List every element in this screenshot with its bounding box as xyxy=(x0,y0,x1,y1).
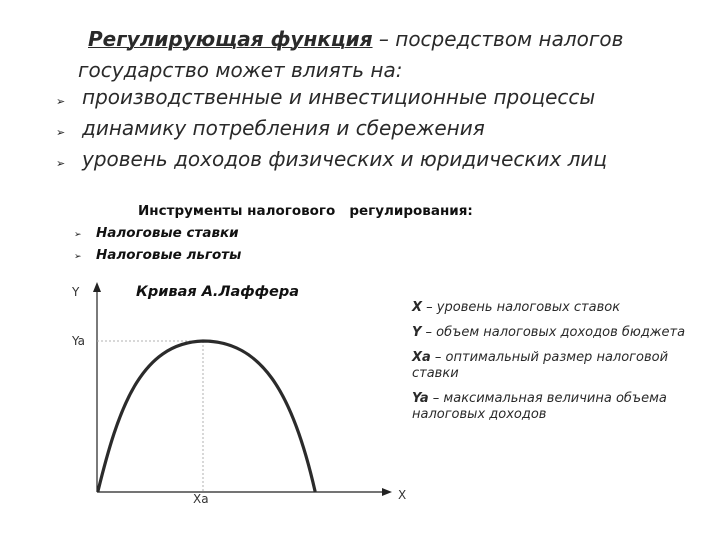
legend-key: Y xyxy=(412,325,422,340)
list-item xyxy=(56,116,696,147)
legend-item xyxy=(412,350,692,382)
legend-key: Xa xyxy=(412,350,431,365)
ya-label: Ya xyxy=(72,334,86,348)
y-axis-arrow-icon xyxy=(93,282,101,292)
list-item xyxy=(74,224,394,246)
legend-key: X xyxy=(412,300,423,315)
arrow-bullet-icon: ➢ xyxy=(56,157,66,170)
instruments-list xyxy=(74,224,394,268)
list-item xyxy=(56,147,696,178)
arrow-bullet-icon: ➢ xyxy=(56,126,66,139)
instrument-text: Налоговые льготы xyxy=(96,247,242,263)
intro-bold-term: Регулирующая функция xyxy=(88,27,373,51)
intro-paragraph xyxy=(78,24,698,86)
intro-line-1 xyxy=(78,24,698,55)
legend-key: Ya xyxy=(412,391,429,406)
legend-item xyxy=(412,391,692,423)
intro-line-2: государство может влиять на: xyxy=(78,58,403,82)
legend-text: – объем налоговых доходов бюджета xyxy=(421,325,686,340)
instruments-title: Инструменты налогового регулирования: xyxy=(138,203,473,219)
legend-text: – максимальная величина объема налоговых доходов xyxy=(412,391,667,422)
chart-title: Кривая А.Лаффера xyxy=(136,284,300,300)
list-item xyxy=(56,85,696,116)
bullet-text: уровень доходов физических и юридических лиц xyxy=(82,147,608,171)
arrow-bullet-icon: ➢ xyxy=(74,230,82,240)
bullet-text: производственные и инвестиционные процессы xyxy=(82,85,596,109)
top-bullet-list xyxy=(56,85,696,178)
x-axis-label: X xyxy=(398,488,407,502)
instrument-text: Налоговые ставки xyxy=(96,225,239,241)
legend-item xyxy=(412,300,692,316)
legend xyxy=(412,300,692,432)
laffer-curve xyxy=(98,341,315,491)
bullet-text: динамику потребления и сбережения xyxy=(82,116,485,140)
intro-rest: – посредством налогов xyxy=(372,27,624,51)
laffer-diagram xyxy=(60,280,423,515)
y-axis-label: Y xyxy=(72,285,80,299)
list-item xyxy=(74,246,394,268)
legend-text: – оптимальный размер налоговой ставки xyxy=(412,350,669,381)
xa-label: Xa xyxy=(193,492,209,506)
arrow-bullet-icon: ➢ xyxy=(56,95,66,108)
x-axis-arrow-icon xyxy=(382,488,392,496)
legend-item xyxy=(412,325,692,341)
arrow-bullet-icon: ➢ xyxy=(74,252,82,262)
legend-text: – уровень налоговых ставок xyxy=(422,300,621,315)
